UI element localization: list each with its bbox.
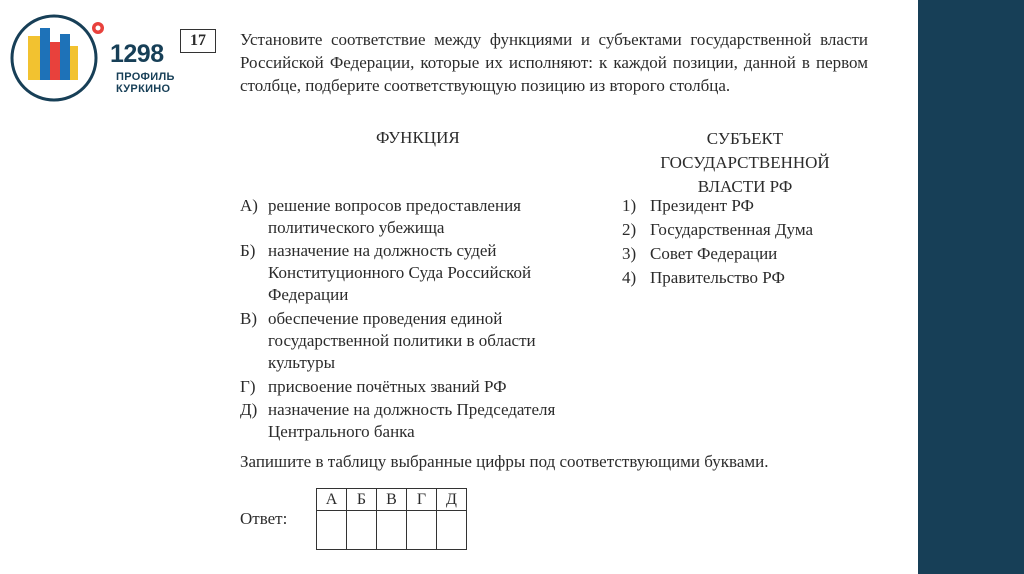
logo-number: 1298 — [110, 40, 164, 68]
question-text: Установите соответствие между функциями и субъектами государственной власти Российской Федерации, которые их исполняют: к каждой позиции, данной в первом столбце, подберите соответствующую позицию из второго столбца. — [240, 30, 868, 95]
answer-label: Ответ: — [240, 509, 288, 528]
right-sidebar-panel — [918, 0, 1024, 574]
subject-column-header — [640, 127, 850, 199]
function-letter: В) — [240, 309, 257, 328]
subject-text: Государственная Дума — [650, 220, 814, 239]
answer-letter: Б — [347, 489, 377, 511]
answer-table — [316, 488, 467, 550]
answer-cell[interactable] — [437, 511, 467, 550]
answer-letter: В — [377, 489, 407, 511]
answer-values-row — [317, 511, 467, 550]
function-letter: А) — [240, 196, 258, 215]
answer-letter: Д — [437, 489, 467, 511]
function-text: назначение на должность судей Конституционного Суда Российской Федерации — [268, 241, 532, 304]
subject-number: 4) — [622, 268, 637, 287]
subject-header-line: ВЛАСТИ РФ — [697, 177, 793, 196]
answer-letters-row — [317, 489, 467, 511]
answer-cell[interactable] — [407, 511, 437, 550]
function-text: обеспечение проведения единой государственной политики в области культуры — [268, 309, 536, 372]
subject-text: Президент РФ — [650, 196, 754, 215]
function-letter: Д) — [240, 400, 258, 419]
subject-header-line: ГОСУДАРСТВЕННОЙ — [660, 153, 830, 172]
subject-text: Правительство РФ — [650, 268, 785, 287]
function-letter: Г) — [240, 377, 256, 396]
instruction-text: Запишите в таблицу выбранные цифры под соответствующими буквами. — [240, 452, 769, 471]
answer-cell[interactable] — [377, 511, 407, 550]
answer-cell[interactable] — [347, 511, 377, 550]
subject-text: Совет Федерации — [650, 244, 778, 263]
question-number: 17 — [180, 29, 216, 53]
logo-line-2: КУРКИНО — [116, 83, 171, 95]
function-text: присвоение почётных званий РФ — [268, 377, 507, 396]
function-column-header: ФУНКЦИЯ — [376, 128, 460, 147]
logo-line-1: ПРОФИЛЬ — [116, 71, 175, 83]
answer-letter: Г — [407, 489, 437, 511]
answer-cell[interactable] — [317, 511, 347, 550]
function-text: назначение на должность Председателя Центрального банка — [268, 400, 556, 441]
subject-number: 3) — [622, 244, 637, 263]
subject-header-line: СУБЪЕКТ — [706, 129, 784, 148]
subject-number: 1) — [622, 196, 637, 215]
answer-letter: А — [317, 489, 347, 511]
subject-number: 2) — [622, 220, 637, 239]
school-logo — [6, 6, 176, 106]
function-text: решение вопросов предоставления политического убежища — [268, 196, 521, 237]
function-letter: Б) — [240, 241, 256, 260]
